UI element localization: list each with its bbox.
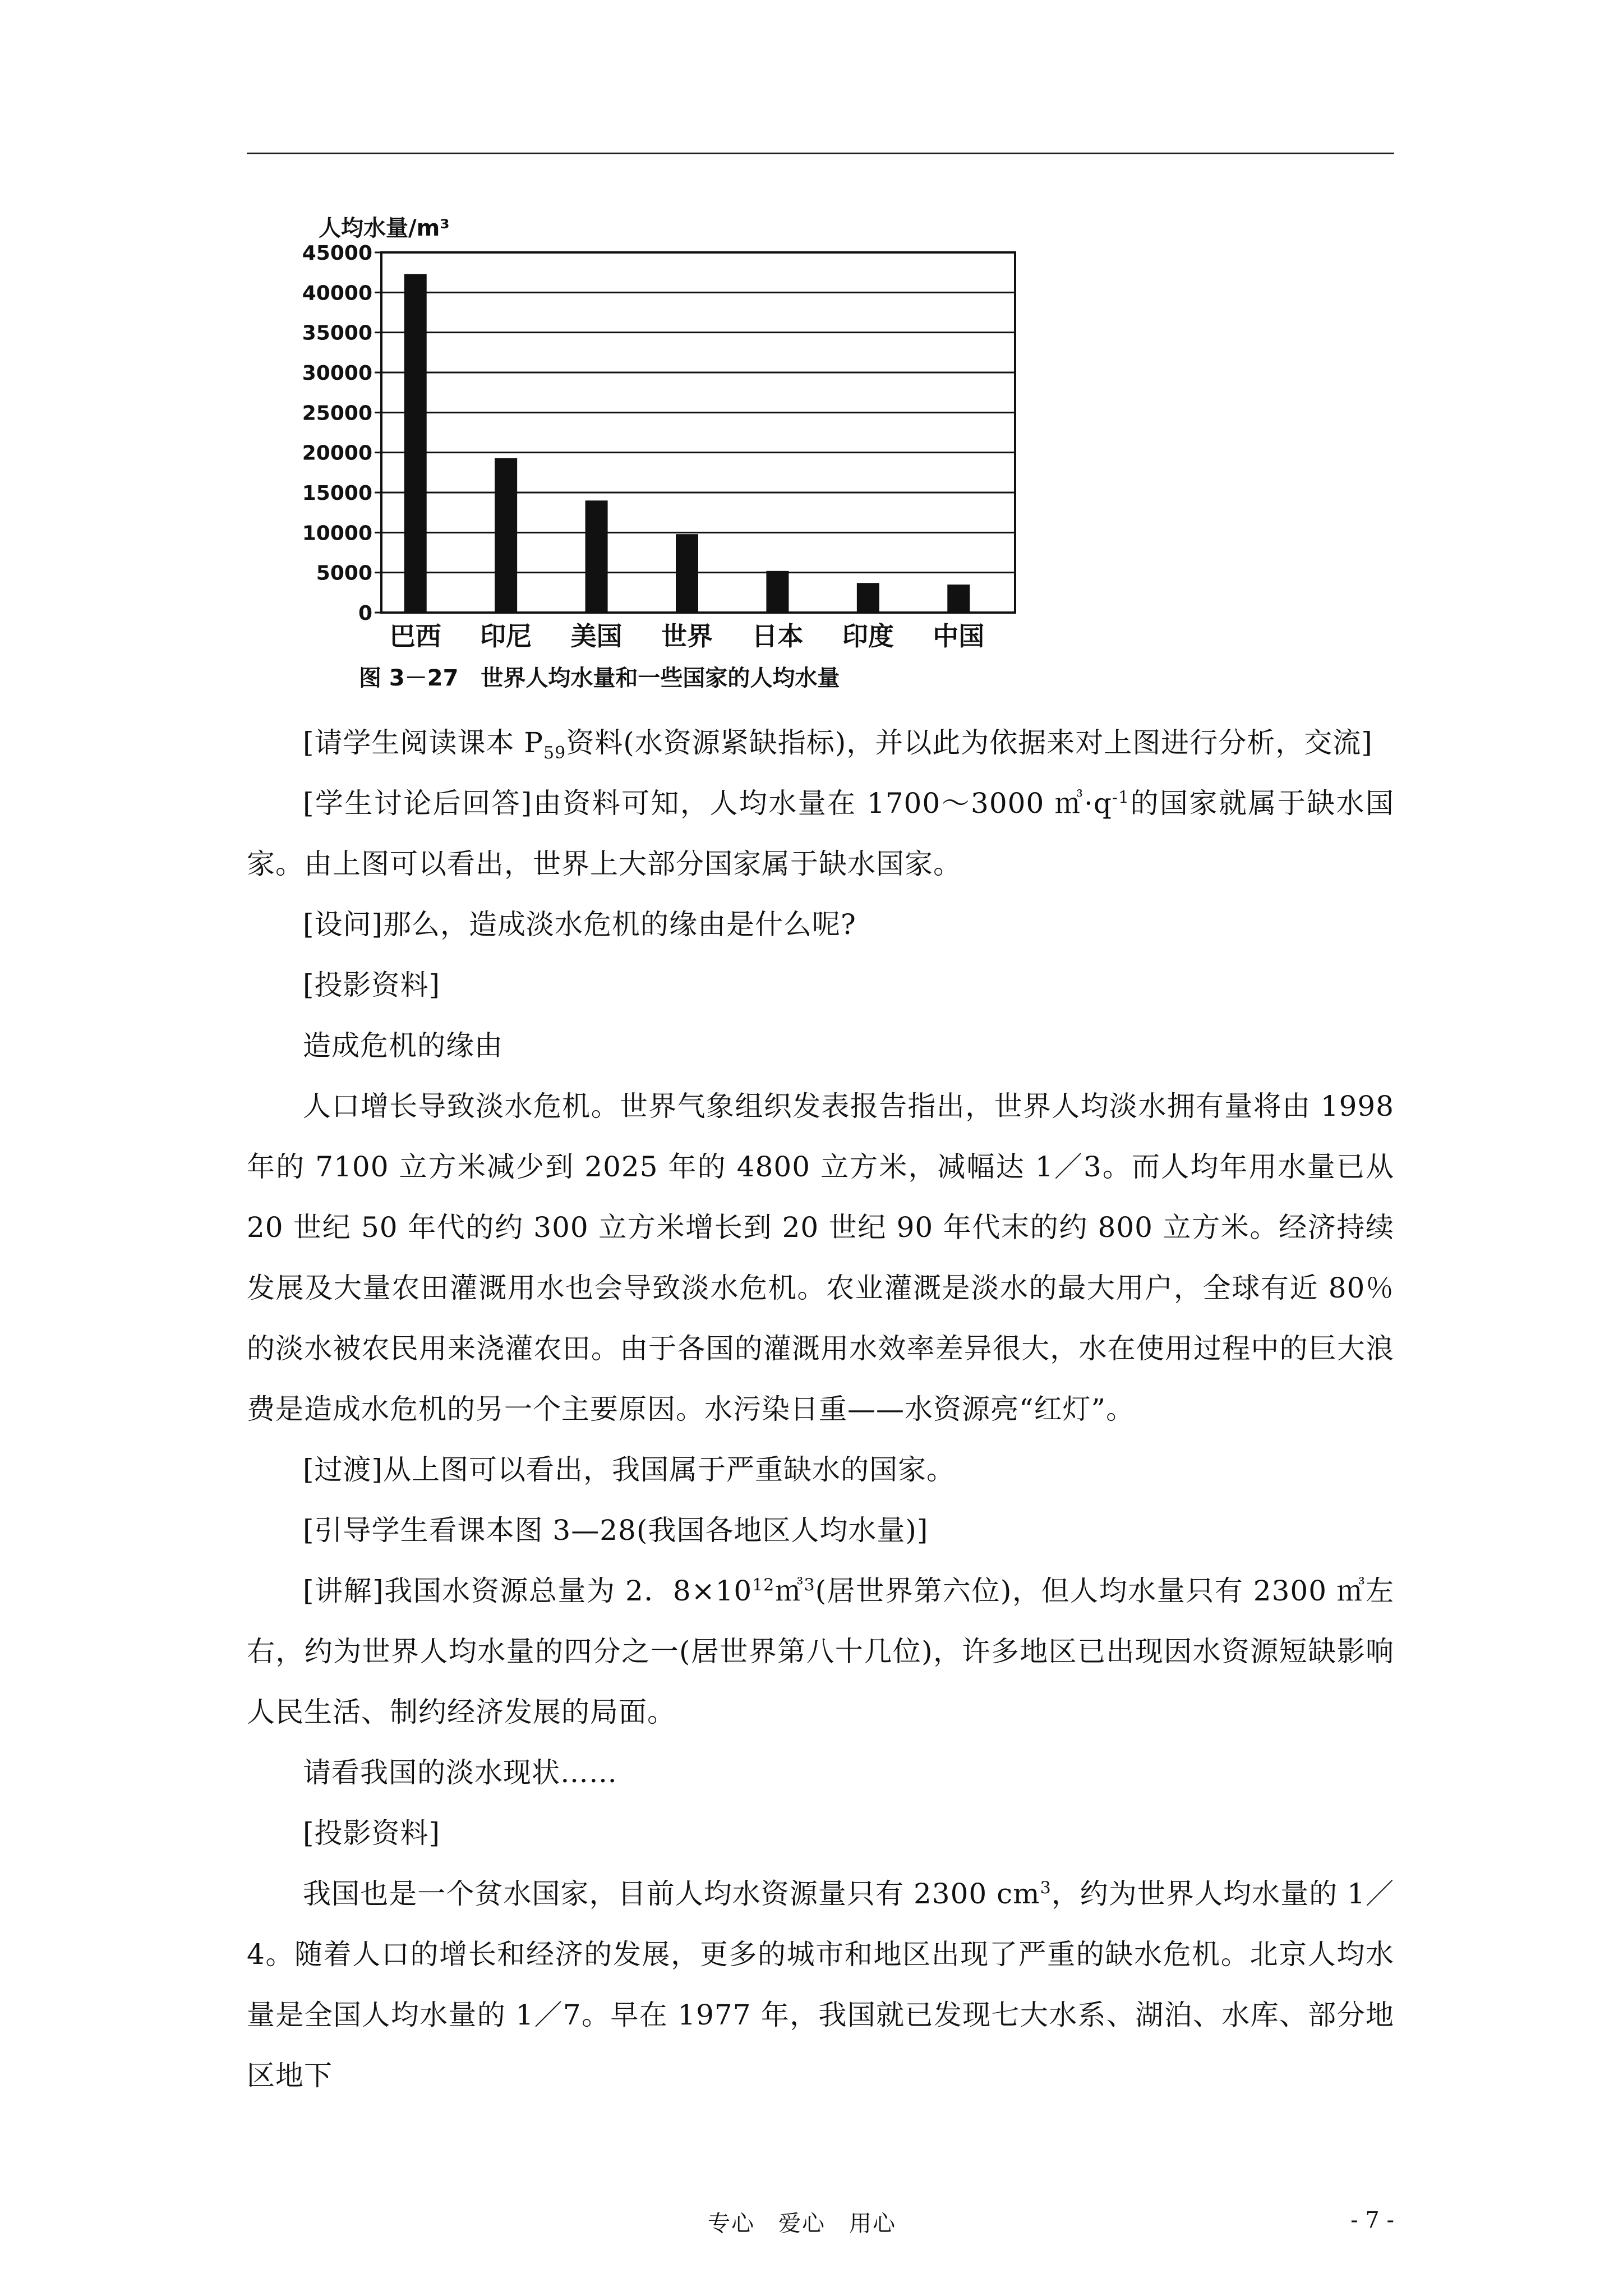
bar-7 — [947, 585, 970, 613]
text-p2b: 的国家就属于缺水国家。由上图可以看出，世界上大部分国家属于缺水国家。 — [247, 787, 1394, 880]
y-tick-label: 15000 — [302, 482, 372, 505]
header-rule — [247, 153, 1394, 154]
x-tick-label: 日本 — [751, 621, 804, 651]
bar-6 — [857, 583, 879, 613]
y-tick-label: 10000 — [302, 522, 372, 545]
y-tick-label: 5000 — [316, 562, 372, 585]
y-tick-label: 25000 — [302, 402, 372, 425]
text-p12-sup: 3 — [1040, 1878, 1052, 1898]
text-p9-sup1: 12 — [752, 1575, 775, 1595]
text-p2-sup: -1 — [1112, 788, 1130, 808]
y-tick-label: 0 — [358, 602, 372, 625]
bar-3 — [585, 500, 608, 613]
y-tick-label: 30000 — [302, 362, 372, 385]
x-tick-label: 巴西 — [389, 621, 441, 651]
paragraph-china-water — [247, 1864, 1394, 2106]
bar-5 — [766, 571, 789, 613]
figure-caption: 图 3－27 世界人均水量和一些国家的人均水量 — [359, 665, 840, 691]
text-p2a: [学生讨论后回答]由资料可知，人均水量在 1700～3000 ㎥·q — [303, 787, 1112, 820]
paragraph-transition: [过渡]从上图可以看出，我国属于严重缺水的国家。 — [303, 1453, 956, 1486]
x-tick-label: 印度 — [842, 621, 894, 651]
paragraph-question: [设问]那么，造成淡水危机的缘由是什么呢? — [303, 908, 856, 941]
paragraph-current-status: 请看我国的淡水现状…… — [303, 1756, 617, 1789]
paragraph-projection-2: [投影资料] — [303, 1817, 441, 1849]
paragraph-causes-heading: 造成危机的缘由 — [303, 1029, 503, 1062]
text-p9c: (居世界第六位)，但人均水量只有 2300 ㎥左右，约为世界人均水量的四分之一(居世界第八十几位)，许多地区已出现因水资源短缺影响人民生活、制约经济发展的局面。 — [247, 1575, 1394, 1728]
bar-chart — [302, 208, 1054, 701]
bar-4 — [676, 534, 698, 613]
x-tick-label: 中国 — [933, 621, 985, 651]
text-p12b: ，约为世界人均水量的 1／4。随着人口的增长和经济的发展，更多的城市和地区出现了严重的缺水危机。北京人均水量是全国人均水量的 1／7。早在 1977 年，我国就已发现七大水系、湖泊、水库、部分地区地下 — [247, 1878, 1394, 2092]
y-tick-label: 45000 — [302, 242, 372, 265]
text-p1-rest: 资料(水资源紧缺指标)，并以此为依据来对上图进行分析，交流] — [566, 726, 1373, 759]
x-tick-label: 美国 — [570, 621, 623, 651]
paragraph-projection-1: [投影资料] — [303, 969, 441, 1001]
bar-2 — [495, 458, 517, 613]
body-text — [247, 712, 1394, 2106]
text-p1: [请学生阅读课本 P — [303, 726, 544, 759]
x-tick-label: 世界 — [661, 621, 713, 651]
paragraph-causes-body: 人口增长导致淡水危机。世界气象组织发表报告指出，世界人均淡水拥有量将由 1998 年的 7100 立方米减少到 2025 年的 4800 立方米，减幅达 1／3。而人均年用水量已从 20 世纪 50 年代的约 300 立方米增长到 20 世纪 90 年代末的约 800 立方米。经济持续发展及大量农田灌溉用水也会导致淡水危机。农业灌溉是淡水的最大用户，全球有近 80％的淡水被农民用来浇灌农田。由于各国的灌溉用水效率差异很大，水在使用过程中的巨大浪费是造成水危机的另一个主要原因。水污染日重——水资源亮“红灯”。 — [247, 1090, 1394, 1425]
paragraph-guide: [引导学生看课本图 3—28(我国各地区人均水量)] — [303, 1514, 929, 1547]
bar-chart-figure — [302, 208, 1054, 701]
text-p9a: [讲解]我国水资源总量为 2．8×10 — [303, 1575, 753, 1607]
y-axis-label: 人均水量/m³ — [319, 215, 450, 241]
text-p9b: ㎥ — [774, 1575, 804, 1607]
footer-motto: 专心 爱心 用心 — [708, 2211, 896, 2237]
x-tick-label: 印尼 — [480, 621, 532, 651]
y-tick-label: 40000 — [302, 282, 372, 305]
text-p12a: 我国也是一个贫水国家，目前人均水资源量只有 2300 cm — [303, 1878, 1040, 1910]
paragraph-reading-prompt — [247, 712, 1394, 773]
text-p9-sup2: 3 — [804, 1575, 815, 1595]
text-p1-sub: 59 — [543, 743, 566, 763]
paragraph-student-answer — [247, 773, 1394, 894]
paragraph-explanation — [247, 1561, 1394, 1742]
y-tick-label: 35000 — [302, 321, 372, 345]
bar-1 — [404, 274, 427, 613]
page-number: - 7 - — [1350, 2207, 1394, 2233]
y-tick-label: 20000 — [302, 441, 372, 465]
